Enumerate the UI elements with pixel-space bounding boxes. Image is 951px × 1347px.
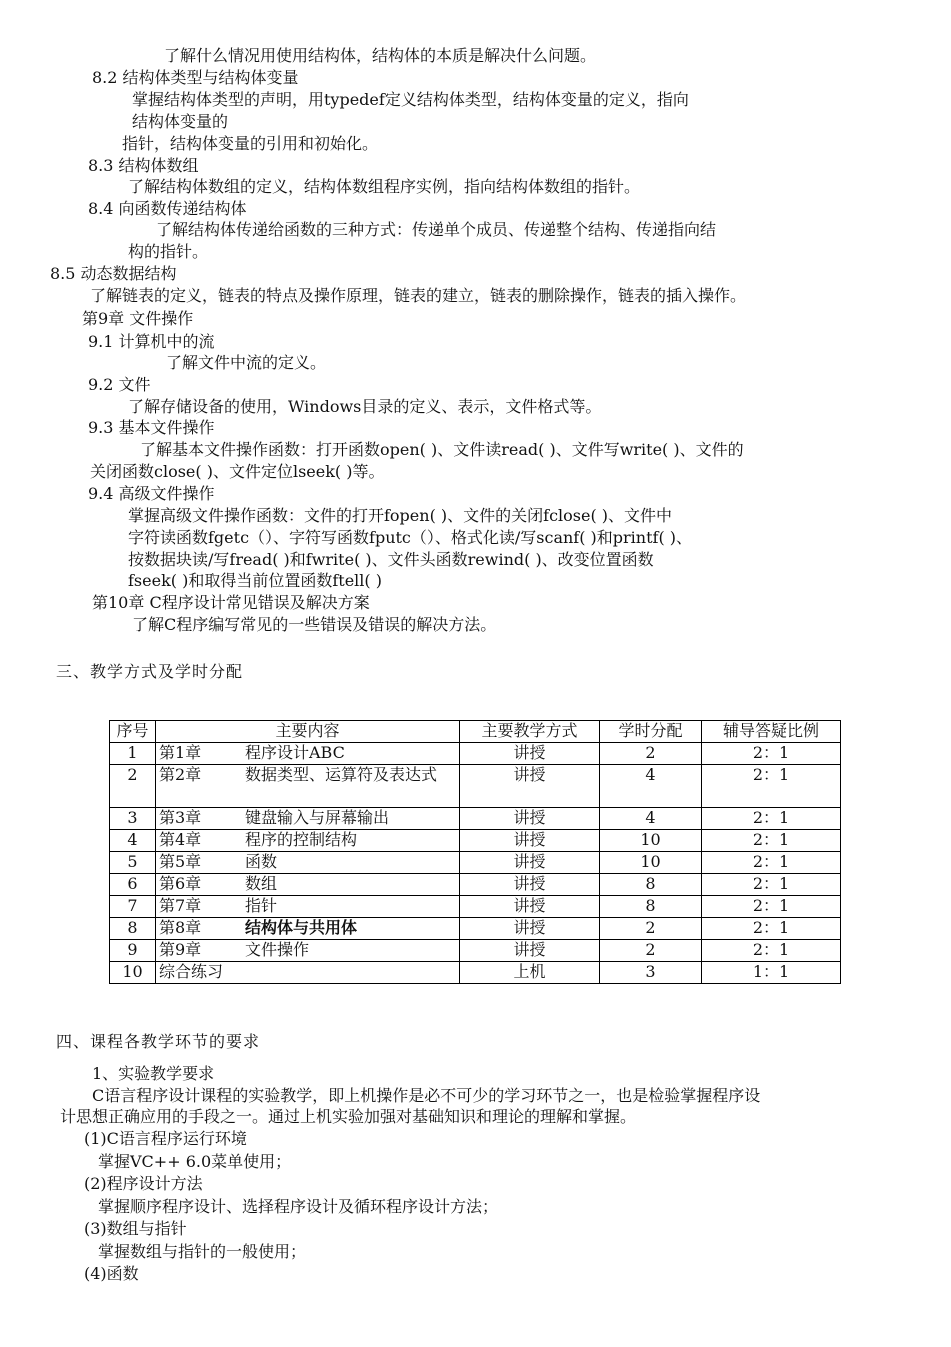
row-hours: 2 xyxy=(600,743,702,765)
section-title: 四、课程各教学环节的要求 xyxy=(56,1032,261,1051)
subsection-heading: 9.2 文件 xyxy=(88,375,151,394)
row-method: 讲授 xyxy=(460,940,600,962)
table-row xyxy=(110,874,841,896)
table-row xyxy=(110,765,841,808)
text-line: 掌握高级文件操作函数：文件的打开fopen( )、文件的关闭fclose( )、文件中 xyxy=(128,506,673,525)
table-row xyxy=(110,808,841,830)
column-header: 序号 xyxy=(110,721,156,743)
text-line: 关闭函数close( )、文件定位lseek( )等。 xyxy=(90,462,385,481)
text-line: 了解文件中流的定义。 xyxy=(166,353,327,372)
row-content: 综合练习 xyxy=(156,962,460,984)
text-line: 掌握VC++ 6.0菜单使用； xyxy=(98,1152,292,1171)
row-number: 2 xyxy=(110,765,156,808)
text-line: 了解链表的定义，链表的特点及操作原理，链表的建立，链表的删除操作，链表的插入操作。 xyxy=(90,286,747,305)
row-hours: 4 xyxy=(600,765,702,808)
row-hours: 10 xyxy=(600,830,702,852)
list-item: (1)C语言程序运行环境 xyxy=(84,1129,247,1148)
row-content: 第9章 文件操作 xyxy=(156,940,460,962)
teaching-hours-table xyxy=(109,720,841,984)
row-number: 6 xyxy=(110,874,156,896)
table-row xyxy=(110,830,841,852)
text-line: 掌握数组与指针的一般使用； xyxy=(98,1242,307,1261)
row-hours: 3 xyxy=(600,962,702,984)
text-line: 了解基本文件操作函数：打开函数open( )、文件读read( )、文件写write( )、文件的 xyxy=(140,440,744,459)
list-item: (3)数组与指针 xyxy=(84,1219,187,1238)
row-content: 第3章 键盘输入与屏幕输出 xyxy=(156,808,460,830)
row-ratio: 2：1 xyxy=(702,940,841,962)
row-number: 5 xyxy=(110,852,156,874)
text-line: 指针，结构体变量的引用和初始化。 xyxy=(122,134,379,153)
text-line: fseek( )和取得当前位置函数ftell( ) xyxy=(128,571,382,590)
table-row xyxy=(110,918,841,940)
row-method: 讲授 xyxy=(460,918,600,940)
subsection-heading: 8.5 动态数据结构 xyxy=(50,264,177,283)
row-ratio: 2：1 xyxy=(702,765,841,808)
row-method: 讲授 xyxy=(460,808,600,830)
row-content: 第7章 指针 xyxy=(156,896,460,918)
row-method: 讲授 xyxy=(460,852,600,874)
row-ratio: 2：1 xyxy=(702,852,841,874)
column-header: 主要教学方式 xyxy=(460,721,600,743)
row-content: 第1章 程序设计ABC xyxy=(156,743,460,765)
row-content: 第2章 数据类型、运算符及表达式 xyxy=(156,765,460,808)
subsection-heading: 8.3 结构体数组 xyxy=(88,156,199,175)
text-line: 掌握顺序程序设计、选择程序设计及循环程序设计方法； xyxy=(98,1197,499,1216)
text-line: 结构体变量的 xyxy=(132,112,229,131)
row-hours: 2 xyxy=(600,940,702,962)
row-hours: 2 xyxy=(600,918,702,940)
table-row xyxy=(110,940,841,962)
row-method: 讲授 xyxy=(460,896,600,918)
row-hours: 10 xyxy=(600,852,702,874)
row-content: 第4章 程序的控制结构 xyxy=(156,830,460,852)
row-method: 讲授 xyxy=(460,874,600,896)
text-line: 字符读函数fgetc（）、字符写函数fputc（）、格式化读/写scanf( )和printf( )、 xyxy=(128,528,693,547)
row-method: 讲授 xyxy=(460,743,600,765)
row-ratio: 2：1 xyxy=(702,808,841,830)
text-line: 了解C程序编写常见的一些错误及错误的解决方法。 xyxy=(132,615,497,634)
row-number: 9 xyxy=(110,940,156,962)
row-hours: 4 xyxy=(600,808,702,830)
table-row xyxy=(110,896,841,918)
list-item: (2)程序设计方法 xyxy=(84,1174,203,1193)
text-line: 了解存储设备的使用，Windows目录的定义、表示，文件格式等。 xyxy=(128,397,602,416)
text-line: 按数据块读/写fread( )和fwrite( )、文件头函数rewind( )、改变位置函数 xyxy=(128,550,654,569)
table-header-row xyxy=(110,721,841,743)
row-method: 讲授 xyxy=(460,765,600,808)
row-method: 上机 xyxy=(460,962,600,984)
row-number: 3 xyxy=(110,808,156,830)
subsection-heading: 9.3 基本文件操作 xyxy=(88,418,215,437)
text-line: 计思想正确应用的手段之一。通过上机实验加强对基础知识和理论的理解和掌握。 xyxy=(60,1107,637,1126)
table-row xyxy=(110,852,841,874)
row-content: 第5章 函数 xyxy=(156,852,460,874)
column-header: 学时分配 xyxy=(600,721,702,743)
row-ratio: 2：1 xyxy=(702,743,841,765)
row-ratio: 2：1 xyxy=(702,874,841,896)
row-number: 7 xyxy=(110,896,156,918)
column-header: 主要内容 xyxy=(156,721,460,743)
row-method: 讲授 xyxy=(460,830,600,852)
text-line: 掌握结构体类型的声明，用typedef定义结构体类型，结构体变量的定义，指向 xyxy=(132,90,689,109)
text-line: 了解什么情况用使用结构体，结构体的本质是解决什么问题。 xyxy=(164,46,597,65)
row-ratio: 2：1 xyxy=(702,918,841,940)
table-row xyxy=(110,962,841,984)
row-hours: 8 xyxy=(600,874,702,896)
text-line: 了解结构体传递给函数的三种方式：传递单个成员、传递整个结构、传递指向结 xyxy=(156,220,717,239)
text-line: C语言程序设计课程的实验教学，即上机操作是必不可少的学习环节之一，也是检验掌握程序设 xyxy=(92,1086,761,1105)
section-title: 三、教学方式及学时分配 xyxy=(56,662,244,681)
row-hours: 8 xyxy=(600,896,702,918)
row-ratio: 2：1 xyxy=(702,896,841,918)
table-row xyxy=(110,743,841,765)
list-item: (4)函数 xyxy=(84,1264,139,1283)
subsection-heading: 8.2 结构体类型与结构体变量 xyxy=(92,68,299,87)
chapter-heading: 第10章 C程序设计常见错误及解决方案 xyxy=(92,593,370,612)
row-number: 10 xyxy=(110,962,156,984)
text-line: 构的指针。 xyxy=(128,242,209,261)
subsection-heading: 1、实验教学要求 xyxy=(92,1064,215,1083)
row-number: 1 xyxy=(110,743,156,765)
column-header: 辅导答疑比例 xyxy=(702,721,841,743)
text-line: 了解结构体数组的定义，结构体数组程序实例，指向结构体数组的指针。 xyxy=(128,177,641,196)
subsection-heading: 9.4 高级文件操作 xyxy=(88,484,215,503)
row-content: 第8章 结构体与共用体 xyxy=(156,918,460,940)
row-ratio: 1：1 xyxy=(702,962,841,984)
row-number: 4 xyxy=(110,830,156,852)
subsection-heading: 9.1 计算机中的流 xyxy=(88,332,215,351)
row-ratio: 2：1 xyxy=(702,830,841,852)
chapter-heading: 第9章 文件操作 xyxy=(82,309,194,328)
row-number: 8 xyxy=(110,918,156,940)
row-content: 第6章 数组 xyxy=(156,874,460,896)
subsection-heading: 8.4 向函数传递结构体 xyxy=(88,199,247,218)
